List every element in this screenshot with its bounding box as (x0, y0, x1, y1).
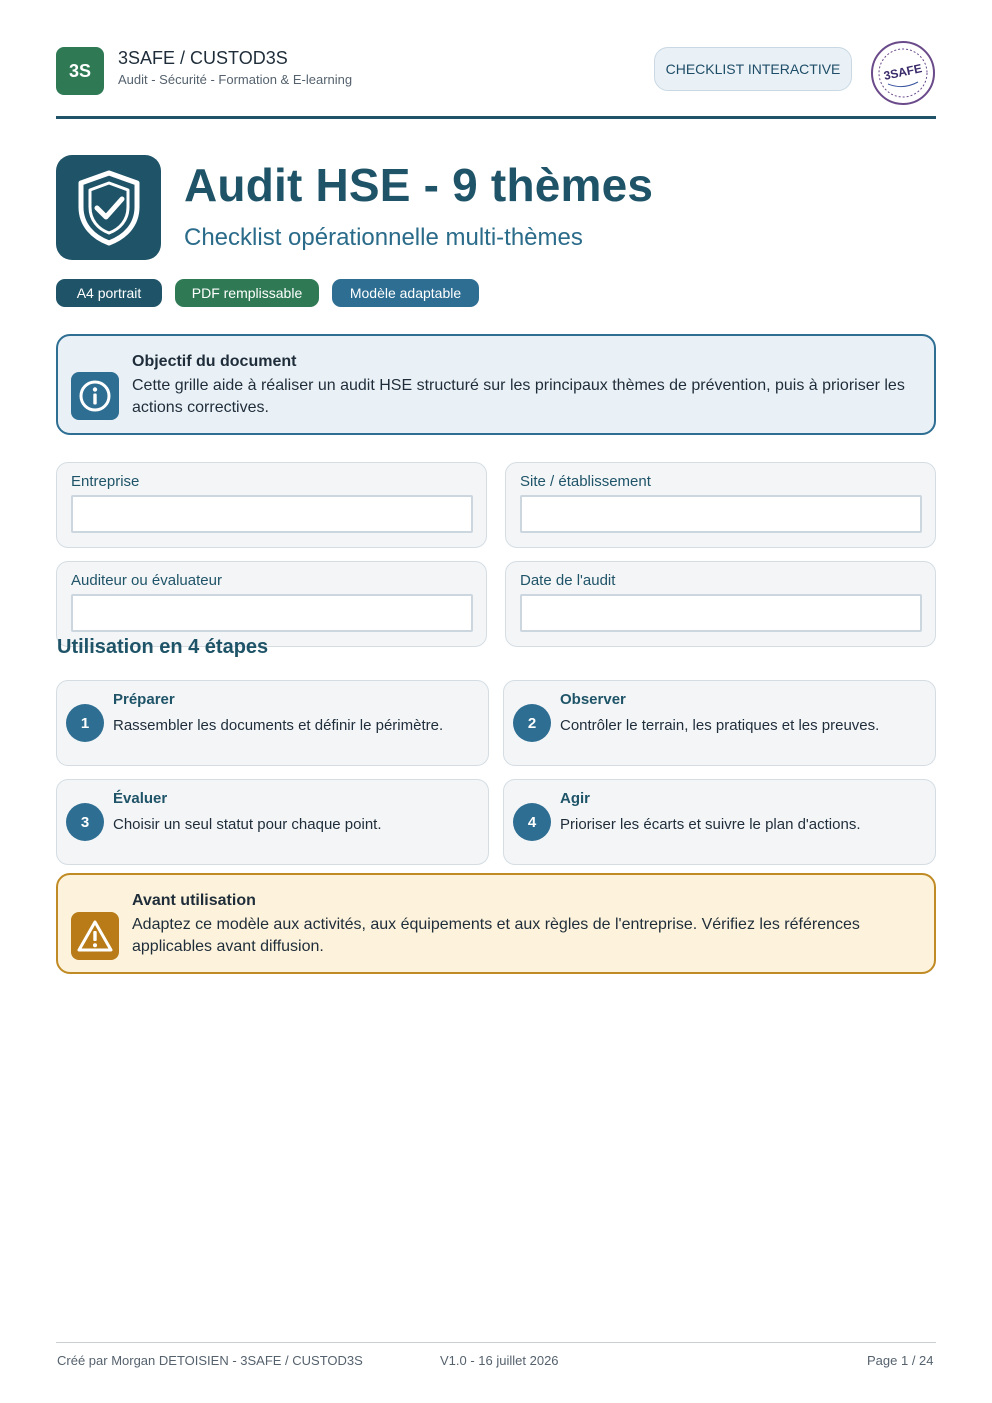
field-company (56, 462, 487, 548)
step-number: 3 (66, 803, 104, 841)
tag-pdf-fillable: PDF remplissable (175, 279, 319, 307)
step-title: Observer (560, 691, 626, 708)
step-number: 2 (513, 704, 551, 742)
page-title: Audit HSE - 9 thèmes (184, 159, 654, 211)
footer-page-number: Page 1 / 24 (867, 1353, 934, 1368)
field-auditor (56, 561, 487, 647)
step-text: Prioriser les écarts et suivre le plan d'actions. (560, 816, 861, 833)
field-audit-date (505, 561, 936, 647)
warning-icon (71, 912, 119, 960)
brand-logo: 3S (56, 47, 104, 95)
field-site (505, 462, 936, 548)
shield-check-icon (56, 155, 161, 260)
company-input[interactable] (71, 495, 473, 533)
step-card-1 (56, 680, 489, 766)
step-card-4 (503, 779, 936, 865)
header-divider (56, 116, 936, 119)
field-label: Auditeur ou évaluateur (71, 572, 222, 589)
step-text: Rassembler les documents et définir le périmètre. (113, 717, 444, 734)
field-label: Site / établissement (520, 473, 651, 490)
step-title: Agir (560, 790, 590, 807)
warning-title: Avant utilisation (132, 892, 256, 909)
step-text: Choisir un seul statut pour chaque point. (113, 816, 382, 833)
auditor-input[interactable] (71, 594, 473, 632)
warning-text: Adaptez ce modèle aux activités, aux équipements et aux règles de l'entreprise. Vérifiez les références applicables avant diffusion. (132, 916, 860, 955)
info-icon (71, 372, 119, 420)
page-subtitle: Checklist opérationnelle multi-thèmes (184, 224, 583, 251)
step-number: 4 (513, 803, 551, 841)
field-label: Entreprise (71, 473, 140, 490)
objective-text: Cette grille aide à réaliser un audit HSE structuré sur les principaux thèmes de prévention, puis à prioriser les actions correctives. (132, 377, 905, 416)
checklist-badge: CHECKLIST INTERACTIVE (654, 47, 852, 91)
footer-author: Créé par Morgan DETOISIEN - 3SAFE / CUSTOD3S (57, 1353, 363, 1368)
steps-section-title: Utilisation en 4 étapes (57, 636, 269, 658)
step-title: Préparer (113, 691, 175, 708)
audit-date-input[interactable] (520, 594, 922, 632)
step-title: Évaluer (113, 790, 168, 807)
step-number: 1 (66, 704, 104, 742)
brand-tagline: Audit - Sécurité - Formation & E-learning (118, 72, 353, 87)
tag-adaptable-model: Modèle adaptable (332, 279, 479, 307)
warning-box (56, 873, 936, 974)
brand-name: 3SAFE / CUSTOD3S (118, 48, 288, 68)
footer-divider (56, 1342, 936, 1343)
company-seal (870, 40, 936, 106)
tag-a4-portrait: A4 portrait (56, 279, 162, 307)
objective-title: Objectif du document (132, 353, 297, 370)
step-card-3 (56, 779, 489, 865)
objective-box (56, 334, 936, 435)
site-input[interactable] (520, 495, 922, 533)
step-text: Contrôler le terrain, les pratiques et les preuves. (560, 717, 880, 734)
svg-text:3SAFE: 3SAFE (882, 61, 924, 83)
footer-version: V1.0 - 16 juillet 2026 (440, 1353, 559, 1368)
step-card-2 (503, 680, 936, 766)
field-label: Date de l'audit (520, 572, 616, 589)
